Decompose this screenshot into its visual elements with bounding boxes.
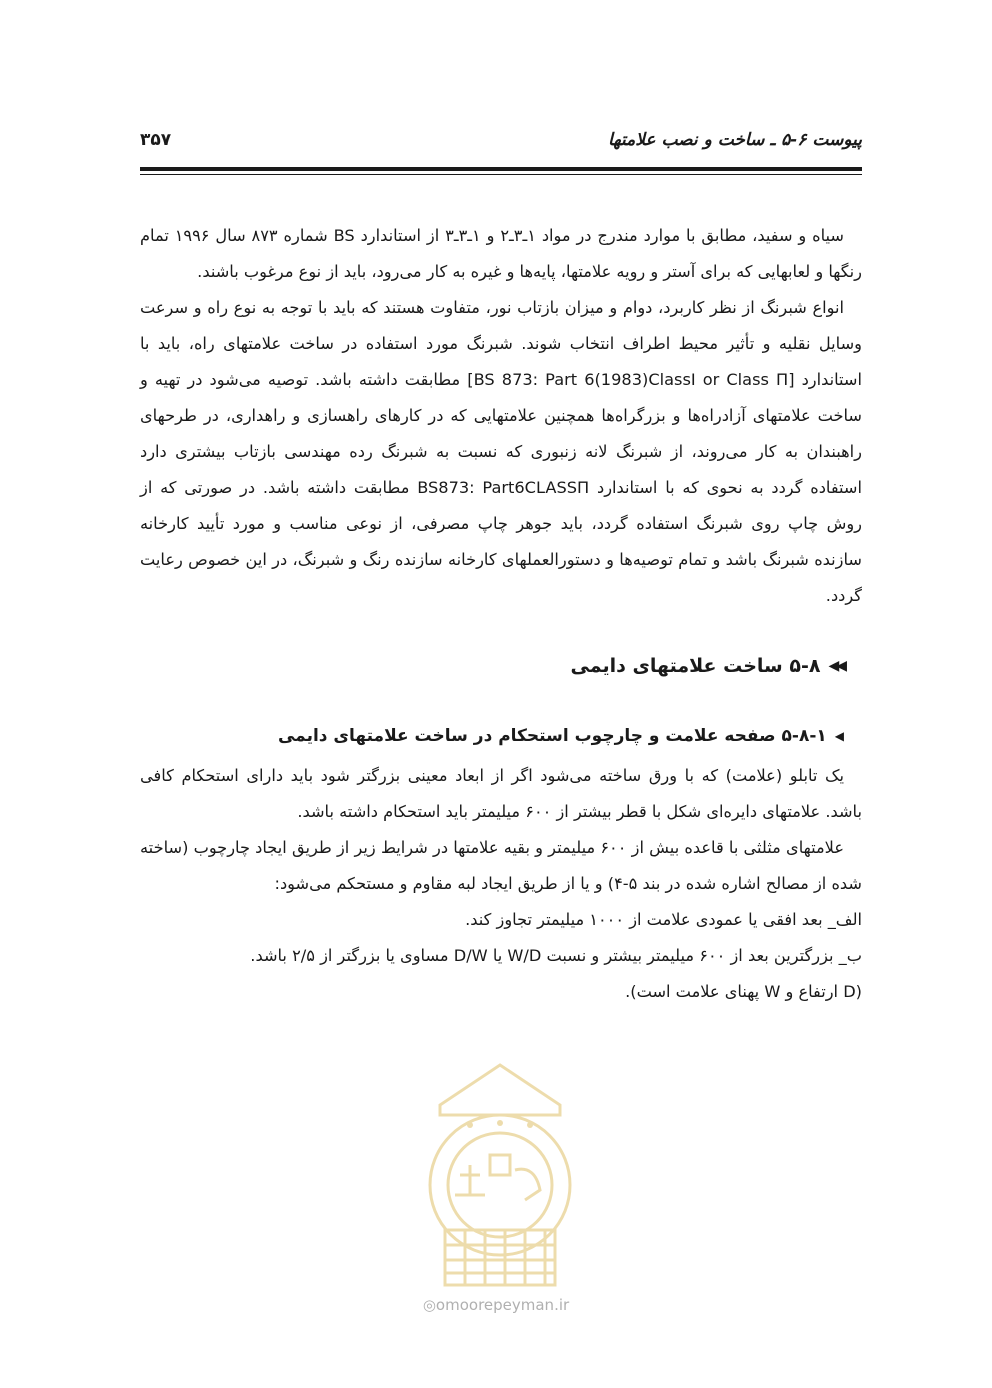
watermark-text: omoorepeyman.ir — [435, 1296, 570, 1314]
list-item-b: ب_ بزرگترین بعد از ۶۰۰ میلیمتر بیشتر و نسبت W/D یا D/W مساوی یا بزرگتر از ۲/۵ باشد. — [250, 946, 862, 965]
paragraph-1: سیاه و سفید، مطابق با موارد مندرج در مواد ۱ـ۳ـ۲ و ۱ـ۳ـ۳ از استاندارد BS شماره ۸۷۳ سال ۱۹۹۶ تمام رنگها و لعابهایی که برای آستر و رویه علامتها، پایه‌ها و غیره به کار می‌رود، باید از نوع مرغوب باشند. — [140, 226, 862, 281]
paragraph-4: علامتهای مثلثی با قاعده بیش از ۶۰۰ میلیمتر و بقیه علامتها در شرایط زیر از طریق ایجاد چارچوب (ساخته شده از مصالح اشاره شده در بند ۵-۴) و یا از طریق ایجاد لبه مقاوم و مستحکم می‌شود: — [140, 838, 862, 893]
page-number: ۳۵۷ — [140, 130, 172, 150]
globe-icon: ◎ — [422, 1296, 436, 1314]
subsection-heading — [140, 718, 844, 754]
section-heading — [140, 648, 844, 684]
paragraph-3: یک تابلو (علامت) که با ورق ساخته می‌شود اگر از ابعاد معینی بزرگتر شود باید دارای استحکام کافی باشد. علامتهای دایره‌ای شکل با قطر بیشتر از ۶۰۰ میلیمتر باید استحکام داشته باشد. — [140, 766, 862, 821]
list-item-a: الف_ بعد افقی یا عمودی علامت از ۱۰۰۰ میلیمتر تجاوز کند. — [465, 910, 862, 929]
page-body — [140, 218, 862, 1010]
running-title: پیوست ۶-۵ ـ ساخت و نصب علامتها — [608, 130, 862, 150]
paragraph-2: انواع شبرنگ از نظر کاربرد، دوام و میزان بازتاب نور، متفاوت هستند که باید با توجه به نوع راه و سرعت وسایل نقلیه و تأثیر محیط اطراف انتخاب شوند. شبرنگ مورد استفاده در ساخت علامتهای راه، باید با استاندارد [BS 873: Part 6(1983)ClassI or Class Π] مطابقت داشته باشد. توصیه می‌شود در تهیه و ساخت علامتهای آزادراه‌ها و بزرگراه‌ها همچنین علامتهایی که در کارهای راهسازی و راهداری، در طرحهای راهبندان به کار می‌روند، از شبرنگ لانه زنبوری که نسبت به شبرنگ رده مهندسی بازتاب بیشتری دارد استفاده گردد به نحوی که با استاندارد BS873: Part6CLASSΠ مطابقت داشته باشد. در صورتی که از روش چاپ روی شبرنگ استفاده گردد، باید جوهر چاپ مصرفی، از نوعی مناسب و مورد تأیید کارخانه سازنده شبرنگ باشد و تمام توصیه‌ها و دستورالعملهای کارخانه سازنده رنگ و شبرنگ، در این خصوص رعایت گردد. — [140, 298, 862, 605]
page-header — [140, 124, 862, 160]
dimension-note: (D ارتفاع و W پهنای علامت است). — [625, 982, 862, 1001]
section-heading-text: ۵-۸ ساخت علامتهای دایمی — [570, 655, 821, 677]
arrow-bullet-icon: ◀ — [834, 729, 844, 743]
watermark-logo-icon — [350, 1045, 650, 1315]
header-rule-thick — [140, 167, 862, 171]
subsection-heading-text: ۵-۸-۱ صفحه علامت و چارچوب استحکام در ساخت علامتهای دایمی — [277, 726, 827, 746]
watermark-caption — [0, 1296, 992, 1314]
header-rule-thin — [140, 174, 862, 175]
double-arrow-bullet-icon: ◀◀ — [828, 658, 844, 674]
